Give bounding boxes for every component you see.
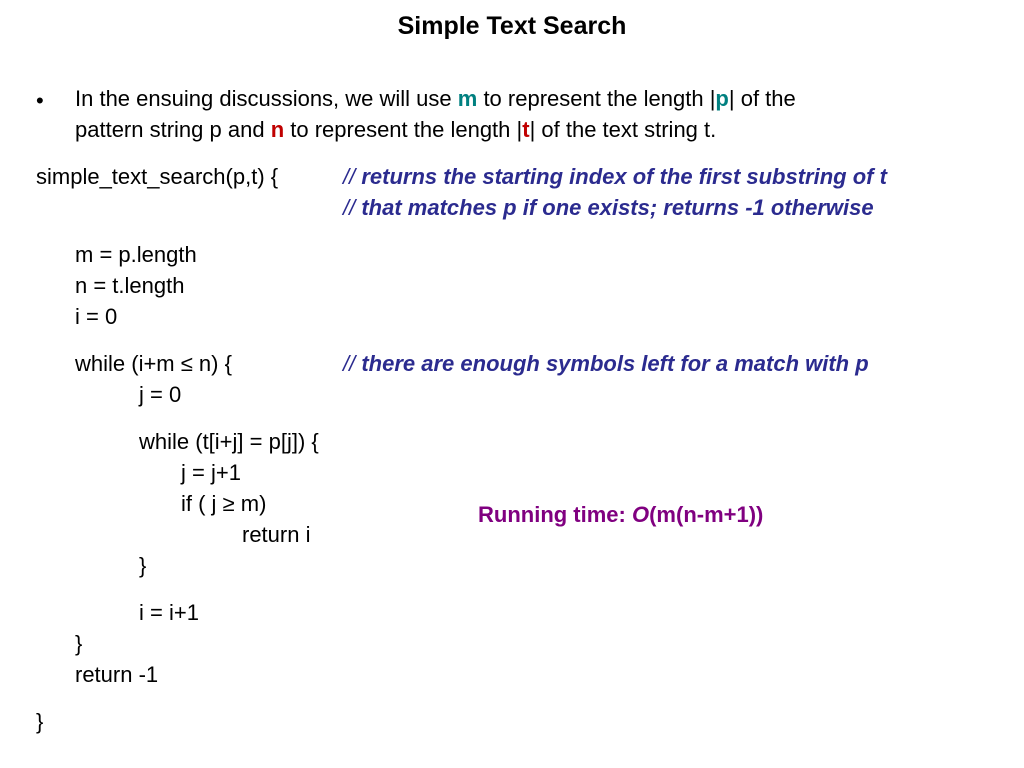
var-t: t bbox=[522, 117, 530, 142]
code-line: if ( j ≥ m) bbox=[181, 491, 267, 516]
code-line: j = 0 bbox=[139, 382, 182, 407]
code-line: return i bbox=[242, 522, 311, 547]
comment-text: there are enough symbols left for a match with p bbox=[361, 351, 869, 376]
running-time-note bbox=[478, 502, 763, 528]
code-line: n = t.length bbox=[75, 273, 185, 298]
bullet-text: to represent the length | bbox=[284, 117, 523, 142]
code-line: while (t[i+j] = p[j]) { bbox=[139, 429, 319, 454]
code-header: simple_text_search(p,t) { bbox=[36, 164, 279, 189]
comment-slashes: // bbox=[343, 164, 362, 189]
code-line: while (i+m ≤ n) { bbox=[75, 351, 232, 376]
code-line: i = 0 bbox=[75, 304, 118, 329]
code-comment bbox=[343, 166, 887, 188]
code-line: } bbox=[139, 553, 147, 578]
bullet-text: to represent the length | bbox=[477, 86, 716, 111]
bullet-text: | of the text string t. bbox=[529, 117, 717, 142]
comment-text: that matches p if one exists; returns -1 otherwise bbox=[361, 195, 874, 220]
code-line: } bbox=[36, 709, 44, 734]
var-p: p bbox=[715, 86, 729, 111]
bullet-text: pattern string p and bbox=[75, 117, 271, 142]
running-time-expr: (m(n-m+1)) bbox=[649, 502, 764, 527]
bullet-line-2 bbox=[75, 119, 716, 141]
code-line: return -1 bbox=[75, 662, 159, 687]
var-m: m bbox=[457, 86, 478, 111]
code-line: } bbox=[75, 631, 83, 656]
big-o-symbol: O bbox=[631, 502, 650, 527]
bullet-text: | of the bbox=[728, 86, 796, 111]
code-line: j = j+1 bbox=[181, 460, 241, 485]
bullet-line-1 bbox=[75, 88, 796, 110]
comment-text: returns the starting index of the first substring of t bbox=[361, 164, 887, 189]
code-line: i = i+1 bbox=[139, 600, 199, 625]
comment-slashes: // bbox=[343, 351, 362, 376]
running-time-label: Running time: bbox=[478, 502, 632, 527]
code-comment bbox=[343, 197, 874, 219]
code-line: m = p.length bbox=[75, 242, 197, 267]
var-n: n bbox=[270, 117, 285, 142]
bullet-point-icon: • bbox=[36, 88, 44, 113]
comment-slashes: // bbox=[343, 195, 362, 220]
slide-title: Simple Text Search bbox=[397, 12, 627, 40]
code-comment bbox=[343, 353, 869, 375]
bullet-text: In the ensuing discussions, we will use bbox=[75, 86, 458, 111]
